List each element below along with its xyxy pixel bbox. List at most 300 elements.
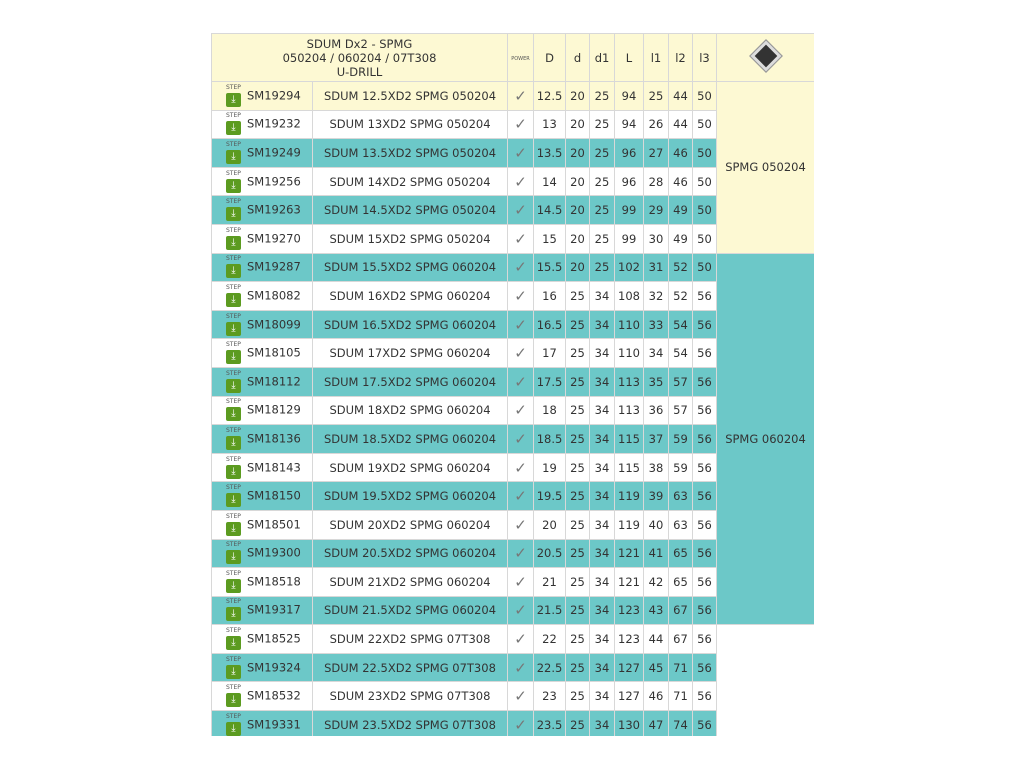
description-cell: SDUM 23XD2 SPMG 07T308 [313, 682, 508, 711]
value-cell-l2: 65 [669, 539, 693, 568]
value-cell-d: 25 [566, 711, 590, 736]
description-cell: SDUM 17.5XD2 SPMG 060204 [313, 367, 508, 396]
download-icon: ⤓ [226, 121, 241, 135]
product-code[interactable]: SM18136 [247, 431, 301, 446]
check-icon: ✓ [514, 315, 527, 334]
power-cell [508, 653, 534, 682]
value-cell-L: 113 [615, 367, 644, 396]
power-cell [508, 482, 534, 511]
value-cell-d1: 25 [590, 82, 615, 111]
value-cell-l1: 39 [644, 482, 669, 511]
value-cell-d: 25 [566, 339, 590, 368]
code-cell [212, 568, 313, 597]
value-cell-d: 20 [566, 253, 590, 282]
description-cell: SDUM 21XD2 SPMG 060204 [313, 568, 508, 597]
value-cell-L: 113 [615, 396, 644, 425]
value-cell-d1: 34 [590, 711, 615, 736]
check-icon: ✓ [514, 258, 527, 277]
step-label: STEP [226, 112, 241, 120]
step-label: STEP [226, 712, 241, 720]
value-cell-d1: 34 [590, 596, 615, 625]
check-icon: ✓ [514, 372, 527, 391]
step-download-button[interactable] [226, 85, 242, 107]
step-download-button[interactable] [226, 199, 242, 221]
product-code[interactable]: SM19287 [247, 259, 301, 274]
step-label: STEP [226, 684, 241, 692]
value-cell-d1: 34 [590, 367, 615, 396]
power-cell [508, 625, 534, 654]
step-download-button[interactable] [226, 142, 242, 164]
description-cell: SDUM 23.5XD2 SPMG 07T308 [313, 711, 508, 736]
value-cell-d1: 25 [590, 196, 615, 225]
value-cell-d: 25 [566, 482, 590, 511]
code-cell [212, 396, 313, 425]
code-cell [212, 596, 313, 625]
value-cell-D: 19.5 [534, 482, 566, 511]
step-download-button[interactable] [226, 314, 242, 336]
value-cell-l2: 59 [669, 453, 693, 482]
value-cell-L: 94 [615, 110, 644, 139]
value-cell-l1: 25 [644, 82, 669, 111]
check-icon: ✓ [514, 344, 527, 363]
step-download-button[interactable] [226, 685, 242, 707]
value-cell-l1: 45 [644, 653, 669, 682]
insert-cell: SPMG 050204 [717, 82, 815, 254]
value-cell-d1: 34 [590, 339, 615, 368]
code-cell [212, 453, 313, 482]
table-header [212, 34, 815, 82]
value-cell-D: 14 [534, 167, 566, 196]
step-download-button[interactable] [226, 571, 242, 593]
value-cell-D: 15 [534, 224, 566, 253]
description-cell: SDUM 20.5XD2 SPMG 060204 [313, 539, 508, 568]
column-header-l1: l1 [644, 34, 669, 82]
value-cell-L: 127 [615, 653, 644, 682]
code-cell [212, 539, 313, 568]
value-cell-d1: 34 [590, 539, 615, 568]
power-cell [508, 310, 534, 339]
value-cell-d: 25 [566, 539, 590, 568]
description-cell: SDUM 20XD2 SPMG 060204 [313, 510, 508, 539]
value-cell-D: 21 [534, 568, 566, 597]
product-code[interactable]: SM19300 [247, 545, 301, 560]
product-code[interactable]: SM19317 [247, 602, 301, 617]
description-cell: SDUM 14.5XD2 SPMG 050204 [313, 196, 508, 225]
check-icon: ✓ [514, 687, 527, 706]
product-table-container [211, 33, 814, 736]
code-cell [212, 510, 313, 539]
check-icon: ✓ [514, 86, 527, 105]
value-cell-L: 115 [615, 453, 644, 482]
check-icon: ✓ [514, 487, 527, 506]
product-code[interactable]: SM18501 [247, 517, 301, 532]
value-cell-l1: 29 [644, 196, 669, 225]
value-cell-l1: 31 [644, 253, 669, 282]
step-label: STEP [226, 627, 241, 635]
code-cell [212, 224, 313, 253]
value-cell-D: 13.5 [534, 139, 566, 168]
value-cell-l1: 38 [644, 453, 669, 482]
value-cell-l1: 28 [644, 167, 669, 196]
value-cell-D: 21.5 [534, 596, 566, 625]
value-cell-l1: 44 [644, 625, 669, 654]
product-code[interactable]: SM18112 [247, 374, 301, 389]
value-cell-l3: 56 [693, 568, 717, 597]
code-cell [212, 425, 313, 454]
value-cell-l3: 50 [693, 224, 717, 253]
download-icon: ⤓ [226, 436, 241, 450]
description-cell: SDUM 15XD2 SPMG 050204 [313, 224, 508, 253]
check-icon: ✓ [514, 201, 527, 220]
product-code[interactable]: SM18129 [247, 402, 301, 417]
check-icon: ✓ [514, 515, 527, 534]
code-cell [212, 711, 313, 736]
value-cell-l1: 30 [644, 224, 669, 253]
value-cell-d1: 34 [590, 625, 615, 654]
value-cell-l1: 42 [644, 568, 669, 597]
code-cell [212, 682, 313, 711]
code-cell [212, 367, 313, 396]
value-cell-l2: 63 [669, 510, 693, 539]
value-cell-l1: 40 [644, 510, 669, 539]
insert-header [717, 34, 815, 82]
power-cell [508, 682, 534, 711]
value-cell-d: 20 [566, 196, 590, 225]
step-download-button[interactable] [226, 542, 242, 564]
value-cell-l3: 56 [693, 282, 717, 311]
download-icon: ⤓ [226, 636, 241, 650]
value-cell-l1: 47 [644, 711, 669, 736]
product-code[interactable]: SM19232 [247, 116, 301, 131]
value-cell-L: 123 [615, 596, 644, 625]
product-code[interactable]: SM19263 [247, 202, 301, 217]
column-header-l2: l2 [669, 34, 693, 82]
step-label: STEP [226, 341, 241, 349]
value-cell-d1: 25 [590, 139, 615, 168]
value-cell-l3: 50 [693, 82, 717, 111]
description-cell: SDUM 19.5XD2 SPMG 060204 [313, 482, 508, 511]
value-cell-d: 20 [566, 167, 590, 196]
step-download-button[interactable] [226, 113, 242, 135]
power-cell [508, 82, 534, 111]
value-cell-l3: 50 [693, 139, 717, 168]
value-cell-L: 123 [615, 625, 644, 654]
value-cell-l3: 56 [693, 425, 717, 454]
description-cell: SDUM 16XD2 SPMG 060204 [313, 282, 508, 311]
value-cell-d1: 34 [590, 425, 615, 454]
value-cell-l2: 44 [669, 82, 693, 111]
step-download-button[interactable] [226, 256, 242, 278]
check-icon: ✓ [514, 286, 527, 305]
value-cell-d1: 34 [590, 282, 615, 311]
check-icon: ✓ [514, 429, 527, 448]
value-cell-D: 14.5 [534, 196, 566, 225]
value-cell-D: 16.5 [534, 310, 566, 339]
value-cell-l3: 56 [693, 453, 717, 482]
value-cell-D: 18 [534, 396, 566, 425]
step-label: STEP [226, 83, 241, 91]
value-cell-l3: 56 [693, 625, 717, 654]
power-cell [508, 711, 534, 736]
value-cell-D: 12.5 [534, 82, 566, 111]
description-cell: SDUM 21.5XD2 SPMG 060204 [313, 596, 508, 625]
description-cell: SDUM 12.5XD2 SPMG 050204 [313, 82, 508, 111]
download-icon: ⤓ [226, 350, 241, 364]
product-table [211, 33, 814, 736]
value-cell-l3: 56 [693, 367, 717, 396]
description-cell: SDUM 22XD2 SPMG 07T308 [313, 625, 508, 654]
download-icon: ⤓ [226, 236, 241, 250]
step-label: STEP [226, 369, 241, 377]
power-cell [508, 510, 534, 539]
value-cell-d1: 25 [590, 167, 615, 196]
column-header-L: L [615, 34, 644, 82]
value-cell-D: 20 [534, 510, 566, 539]
value-cell-l1: 33 [644, 310, 669, 339]
value-cell-l2: 52 [669, 282, 693, 311]
check-icon: ✓ [514, 715, 527, 734]
value-cell-l2: 49 [669, 196, 693, 225]
power-cell [508, 167, 534, 196]
product-code[interactable]: SM18532 [247, 688, 301, 703]
power-cell [508, 568, 534, 597]
value-cell-d1: 34 [590, 568, 615, 597]
value-cell-L: 96 [615, 139, 644, 168]
step-label: STEP [226, 140, 241, 148]
step-download-button[interactable] [226, 171, 242, 193]
product-code[interactable]: SM18105 [247, 345, 301, 360]
power-cell [508, 453, 534, 482]
step-download-button[interactable] [226, 457, 242, 479]
value-cell-d: 20 [566, 110, 590, 139]
check-icon: ✓ [514, 115, 527, 134]
product-code[interactable]: SM18082 [247, 288, 301, 303]
description-cell: SDUM 14XD2 SPMG 050204 [313, 167, 508, 196]
value-cell-l3: 56 [693, 653, 717, 682]
value-cell-d: 25 [566, 653, 590, 682]
value-cell-l1: 32 [644, 282, 669, 311]
column-header-D: D [534, 34, 566, 82]
download-icon: ⤓ [226, 722, 241, 736]
value-cell-L: 99 [615, 224, 644, 253]
value-cell-d1: 34 [590, 453, 615, 482]
step-download-button[interactable] [226, 285, 242, 307]
value-cell-d: 25 [566, 282, 590, 311]
step-download-button[interactable] [226, 628, 242, 650]
value-cell-D: 23.5 [534, 711, 566, 736]
value-cell-d: 25 [566, 510, 590, 539]
download-icon: ⤓ [226, 550, 241, 564]
value-cell-D: 17.5 [534, 367, 566, 396]
value-cell-L: 102 [615, 253, 644, 282]
value-cell-l2: 67 [669, 625, 693, 654]
description-cell: SDUM 19XD2 SPMG 060204 [313, 453, 508, 482]
power-cell [508, 224, 534, 253]
code-cell [212, 282, 313, 311]
product-code[interactable]: SM18518 [247, 574, 301, 589]
value-cell-l1: 46 [644, 682, 669, 711]
value-cell-l3: 50 [693, 110, 717, 139]
step-label: STEP [226, 312, 241, 320]
check-icon: ✓ [514, 601, 527, 620]
value-cell-l3: 50 [693, 253, 717, 282]
check-icon: ✓ [514, 572, 527, 591]
check-icon: ✓ [514, 458, 527, 477]
product-code[interactable]: SM19249 [247, 145, 301, 160]
product-code[interactable]: SM19324 [247, 660, 301, 675]
code-cell [212, 167, 313, 196]
value-cell-D: 23 [534, 682, 566, 711]
product-code[interactable]: SM18525 [247, 631, 301, 646]
product-code[interactable]: SM19294 [247, 88, 301, 103]
product-code[interactable]: SM19256 [247, 174, 301, 189]
value-cell-l3: 50 [693, 196, 717, 225]
value-cell-d: 25 [566, 367, 590, 396]
code-cell [212, 653, 313, 682]
title-line-2: 050204 / 060204 / 07T308 [282, 50, 437, 65]
value-cell-l3: 56 [693, 510, 717, 539]
download-icon: ⤓ [226, 407, 241, 421]
value-cell-D: 22 [534, 625, 566, 654]
download-icon: ⤓ [226, 607, 241, 621]
column-header-d1: d1 [590, 34, 615, 82]
value-cell-l2: 46 [669, 139, 693, 168]
value-cell-D: 22.5 [534, 653, 566, 682]
title-line-1: SDUM Dx2 - SPMG [306, 36, 413, 51]
step-download-button[interactable] [226, 399, 242, 421]
product-code[interactable]: SM19270 [247, 231, 301, 246]
value-cell-d1: 25 [590, 224, 615, 253]
download-icon: ⤓ [226, 150, 241, 164]
step-label: STEP [226, 569, 241, 577]
title-line-3: U-DRILL [336, 64, 383, 79]
value-cell-l2: 46 [669, 167, 693, 196]
download-icon: ⤓ [226, 522, 241, 536]
download-icon: ⤓ [226, 93, 241, 107]
product-code[interactable]: SM18143 [247, 460, 301, 475]
code-cell [212, 139, 313, 168]
value-cell-l1: 35 [644, 367, 669, 396]
download-icon: ⤓ [226, 493, 241, 507]
value-cell-D: 19 [534, 453, 566, 482]
step-label: STEP [226, 398, 241, 406]
value-cell-d1: 34 [590, 682, 615, 711]
value-cell-D: 16 [534, 282, 566, 311]
download-icon: ⤓ [226, 293, 241, 307]
step-download-button[interactable] [226, 599, 242, 621]
value-cell-l3: 56 [693, 339, 717, 368]
step-download-button[interactable] [226, 371, 242, 393]
value-cell-l2: 44 [669, 110, 693, 139]
code-cell [212, 625, 313, 654]
value-cell-l3: 56 [693, 682, 717, 711]
step-label: STEP [226, 283, 241, 291]
value-cell-l2: 63 [669, 482, 693, 511]
product-code[interactable]: SM19331 [247, 717, 301, 732]
value-cell-L: 115 [615, 425, 644, 454]
value-cell-d: 25 [566, 625, 590, 654]
value-cell-l2: 54 [669, 339, 693, 368]
step-download-button[interactable] [226, 342, 242, 364]
description-cell: SDUM 13.5XD2 SPMG 050204 [313, 139, 508, 168]
step-download-button[interactable] [226, 428, 242, 450]
table-row [212, 625, 815, 654]
value-cell-l2: 57 [669, 367, 693, 396]
code-cell [212, 339, 313, 368]
step-label: STEP [226, 455, 241, 463]
description-cell: SDUM 17XD2 SPMG 060204 [313, 339, 508, 368]
value-cell-d1: 25 [590, 110, 615, 139]
step-download-button[interactable] [226, 228, 242, 250]
value-cell-D: 17 [534, 339, 566, 368]
code-cell [212, 482, 313, 511]
check-icon: ✓ [514, 172, 527, 191]
value-cell-d: 25 [566, 310, 590, 339]
step-download-button[interactable] [226, 714, 242, 736]
download-icon: ⤓ [226, 579, 241, 593]
value-cell-d: 25 [566, 425, 590, 454]
description-cell: SDUM 16.5XD2 SPMG 060204 [313, 310, 508, 339]
power-cell [508, 139, 534, 168]
value-cell-l2: 59 [669, 425, 693, 454]
product-code[interactable]: SM18099 [247, 317, 301, 332]
step-label: STEP [226, 255, 241, 263]
value-cell-l2: 74 [669, 711, 693, 736]
download-icon: ⤓ [226, 379, 241, 393]
step-label: STEP [226, 512, 241, 520]
step-download-button[interactable] [226, 657, 242, 679]
check-icon: ✓ [514, 229, 527, 248]
power-cell [508, 196, 534, 225]
table-row [212, 82, 815, 111]
step-download-button[interactable] [226, 514, 242, 536]
download-icon: ⤓ [226, 693, 241, 707]
power-cell [508, 539, 534, 568]
value-cell-d1: 34 [590, 310, 615, 339]
step-download-button[interactable] [226, 485, 242, 507]
table-row [212, 253, 815, 282]
value-cell-l1: 37 [644, 425, 669, 454]
insert-diamond-icon [750, 40, 781, 71]
value-cell-D: 20.5 [534, 539, 566, 568]
value-cell-d: 20 [566, 82, 590, 111]
code-cell [212, 82, 313, 111]
value-cell-L: 110 [615, 339, 644, 368]
description-cell: SDUM 22.5XD2 SPMG 07T308 [313, 653, 508, 682]
value-cell-l1: 34 [644, 339, 669, 368]
value-cell-L: 119 [615, 510, 644, 539]
step-label: STEP [226, 169, 241, 177]
power-header [508, 34, 534, 82]
download-icon: ⤓ [226, 179, 241, 193]
step-label: STEP [226, 598, 241, 606]
column-header-d: d [566, 34, 590, 82]
step-label: STEP [226, 426, 241, 434]
power-cell [508, 282, 534, 311]
value-cell-l1: 26 [644, 110, 669, 139]
value-cell-D: 15.5 [534, 253, 566, 282]
value-cell-d1: 34 [590, 396, 615, 425]
value-cell-d1: 34 [590, 653, 615, 682]
value-cell-d: 25 [566, 453, 590, 482]
value-cell-d1: 34 [590, 510, 615, 539]
product-code[interactable]: SM18150 [247, 488, 301, 503]
power-cell [508, 596, 534, 625]
description-cell: SDUM 18.5XD2 SPMG 060204 [313, 425, 508, 454]
value-cell-l3: 50 [693, 167, 717, 196]
value-cell-l3: 56 [693, 539, 717, 568]
step-label: STEP [226, 226, 241, 234]
